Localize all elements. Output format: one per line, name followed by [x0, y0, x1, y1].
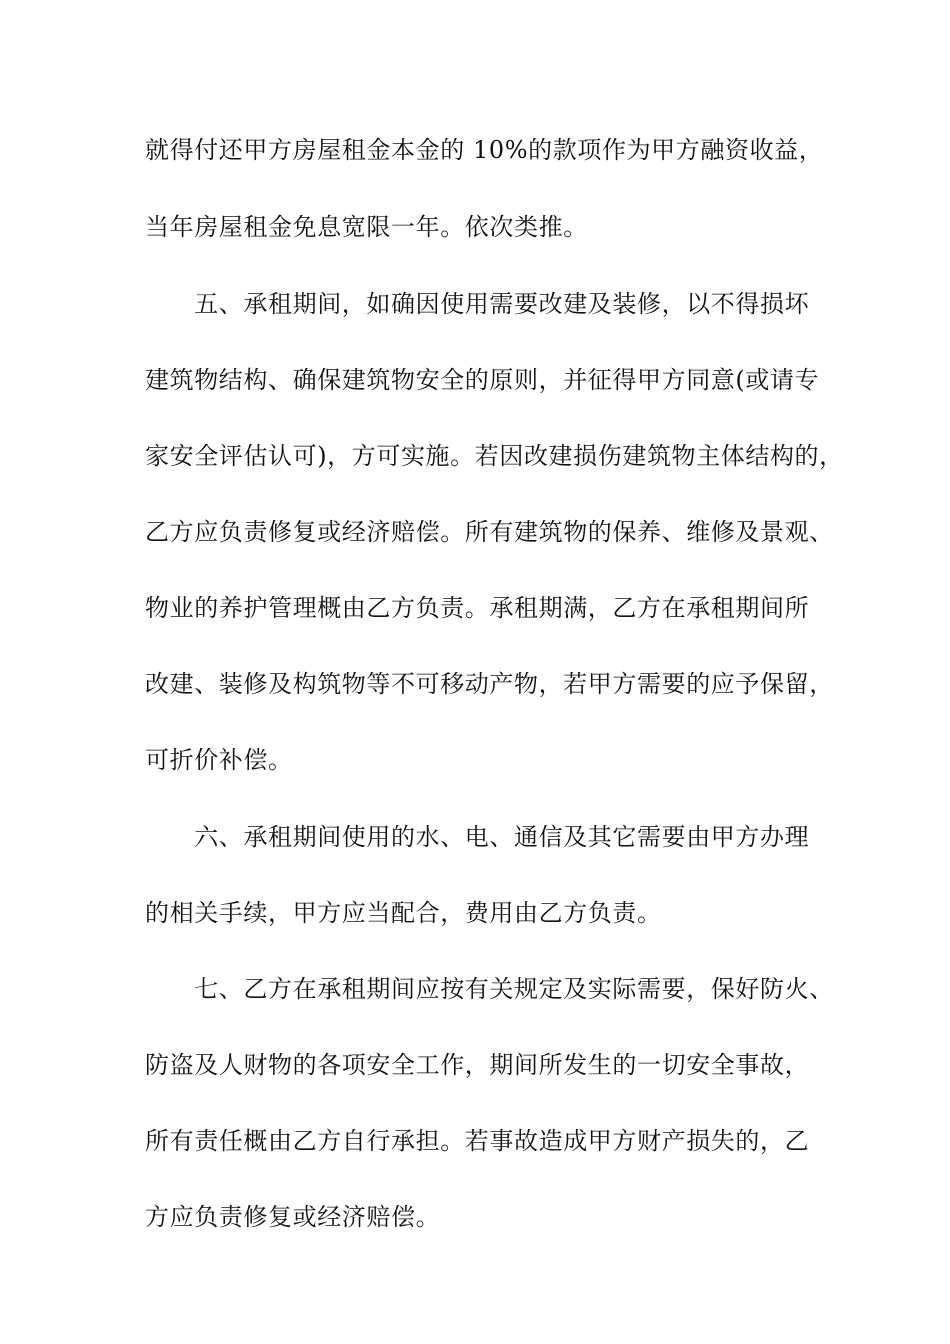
text-line-4: 建筑物结构、确保建筑物安全的原则，并征得甲方同意(或请专 [145, 366, 820, 394]
text-line-8: 改建、装修及构筑物等不可移动产物，若甲方需要的应予保留， [145, 670, 834, 698]
text-line-1: 就得付还甲方房屋租金本金的 10%的款项作为甲方融资收益， [145, 136, 824, 164]
text-line-11: 的相关手续，甲方应当配合，费用由乙方负责。 [145, 899, 662, 927]
text-line-6: 乙方应负责修复或经济赔偿。所有建筑物的保养、维修及景观、 [145, 518, 834, 546]
text-line-2: 当年房屋租金免息宽限一年。依次类推。 [145, 213, 588, 241]
text-line-7: 物业的养护管理概由乙方负责。承租期满，乙方在承租期间所 [145, 594, 810, 622]
text-line-10: 六、承租期间使用的水、电、通信及其它需要由甲方办理 [145, 823, 810, 851]
text-line-12: 七、乙方在承租期间应按有关规定及实际需要，保好防火、 [145, 975, 834, 1003]
text-line-3: 五、承租期间，如确因使用需要改建及装修，以不得损坏 [145, 290, 810, 318]
text-line-5: 家安全评估认可)，方可实施。若因改建损伤建筑物主体结构的， [145, 442, 844, 470]
text-line-14: 所有责任概由乙方自行承担。若事故造成甲方财产损失的，乙 [145, 1127, 810, 1155]
text-line-13: 防盗及人财物的各项安全工作，期间所发生的一切安全事故， [145, 1051, 810, 1079]
text-line-15: 方应负责修复或经济赔偿。 [145, 1203, 441, 1231]
text-line-9: 可折价补偿。 [145, 746, 293, 774]
